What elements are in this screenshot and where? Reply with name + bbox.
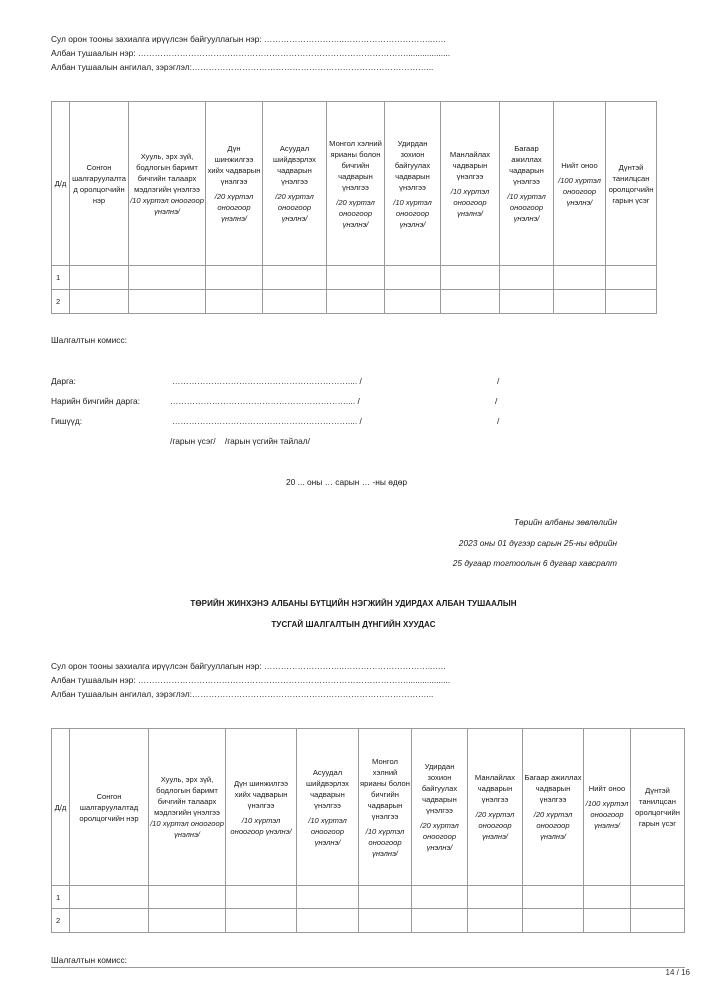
info-org-name: Сул орон тооны захиалга ирүүлсэн байгууллагын нэр: ………………………..…………………………..…..: [51, 661, 446, 671]
page-number: 14 / 16: [665, 968, 690, 977]
page-title-line-2: ТУСГАЙ ШАЛГАЛТЫН ДҮНГИЙН ХУУДАС: [271, 620, 436, 629]
cell-input[interactable]: [149, 886, 226, 909]
header-cell-name: Сонгон шалгаруулалтад оролцогчийн нэр: [70, 729, 149, 886]
cell-input[interactable]: [606, 290, 657, 314]
cell-input[interactable]: [149, 909, 226, 933]
info-position-name: Албан тушаалын нэр: ……………………………………………………………………………………...................: [51, 675, 451, 685]
cell-input[interactable]: [359, 909, 412, 933]
cell-input[interactable]: [441, 290, 500, 314]
cell-input[interactable]: [385, 290, 441, 314]
slash-members: /: [497, 416, 500, 426]
appendix-line-2: 2023 оны 01 дүгээр сарын 25-ны өдрийн: [458, 538, 617, 548]
cell-input[interactable]: [70, 290, 129, 314]
cell-input[interactable]: [327, 290, 385, 314]
row-index: 2: [52, 909, 70, 933]
cell-input[interactable]: [500, 266, 554, 290]
signature-line-members: ……………………………………………………….... /: [172, 416, 362, 426]
cell-input[interactable]: [206, 266, 263, 290]
role-secretary: Нарийн бичгийн дарга:: [51, 396, 140, 406]
cell-input[interactable]: [226, 886, 297, 909]
appendix-line-1: Төрийн албаны зөвлөлийн: [513, 517, 617, 527]
header-cell-name: Сонгон шалгаруулалтад оролцогчийн нэр: [70, 102, 129, 266]
header-cell-leadership: Манлайлах чадварын үнэлгээ /10 хүртэл оноогоор үнэлнэ/: [441, 102, 500, 266]
date-line: 20 ... оны … сарын … -ны өдөр: [286, 477, 408, 487]
cell-input[interactable]: [70, 886, 149, 909]
commission-heading: Шалгалтын комисс:: [51, 335, 127, 345]
page-title-line-1: ТӨРИЙН ЖИНХЭНЭ АЛБАНЫ БҮТЦИЙН НЭГЖИЙН УДИРДАХ АЛБАН ТУШААЛЫН: [190, 599, 517, 608]
role-chair: Дарга:: [51, 376, 76, 386]
cell-input[interactable]: [500, 290, 554, 314]
signature-caption: /гарын үсэг/ /гарын үсгийн тайлал/: [170, 436, 310, 446]
table-header-row: [52, 102, 657, 266]
cell-input[interactable]: [263, 290, 327, 314]
info-position-name: Албан тушаалын нэр: ……………………………………………………………………………………...................: [51, 48, 451, 58]
info-position-class: Албан тушаалын ангилал, зэрэглэл:…………………………………………………………………………...: [51, 689, 434, 699]
slash-secretary: /: [495, 396, 498, 406]
header-cell-language: Монгол хэлний ярианы болон бичгийн чадварын үнэлгээ /20 хүртэл оноогоор үнэлнэ/: [327, 102, 385, 266]
footer-divider: [51, 967, 685, 968]
cell-input[interactable]: [631, 909, 685, 933]
cell-input[interactable]: [297, 909, 359, 933]
commission-heading-2: Шалгалтын комисс:: [51, 955, 127, 965]
cell-input[interactable]: [129, 266, 206, 290]
header-cell-law: Хууль, эрх зүй, бодлогын баримт бичгийн талаарх мэдлэгийн үнэлгээ /10 хүртэл оноогоор үнэлнэ/: [149, 729, 226, 886]
cell-input[interactable]: [523, 886, 584, 909]
header-cell-teamwork: Багаар ажиллах чадварын үнэлгээ /10 хүртэл оноогоор үнэлнэ/: [500, 102, 554, 266]
cell-input[interactable]: [206, 290, 263, 314]
cell-input[interactable]: [631, 886, 685, 909]
header-cell-signature: Дүнтэй танилцсан оролцогчийн гарын үсэг: [631, 729, 685, 886]
cell-input[interactable]: [129, 290, 206, 314]
info-org-name: Сул орон тооны захиалга ирүүлсэн байгууллагын нэр: ………………………..…………………………..…..: [51, 34, 446, 44]
cell-input[interactable]: [468, 886, 523, 909]
cell-input[interactable]: [70, 266, 129, 290]
cell-input[interactable]: [584, 886, 631, 909]
signature-line-chair: ……………………………………………………….... /: [172, 376, 362, 386]
info-position-class: Албан тушаалын ангилал, зэрэглэл:…………………………………………………………………………...: [51, 62, 434, 72]
cell-input[interactable]: [412, 909, 468, 933]
table-row: [52, 886, 685, 909]
score-table-2: [51, 728, 685, 933]
header-cell-law: Хууль, эрх зүй, бодлогын баримт бичгийн талаарх мэдлэгийн үнэлгээ /10 хүртэл оноогоор үнэлнэ/: [129, 102, 206, 266]
row-index: 2: [52, 290, 70, 314]
cell-input[interactable]: [263, 266, 327, 290]
header-cell-total: Нийт оноо /100 хүртэл оноогоор үнэлнэ/: [554, 102, 606, 266]
header-cell-total: Нийт оноо /100 хүртэл оноогоор үнэлнэ/: [584, 729, 631, 886]
header-cell-organizing: Удирдан зохион байгуулах чадварын үнэлгээ /10 хүртэл оноогоор үнэлнэ/: [385, 102, 441, 266]
cell-input[interactable]: [468, 909, 523, 933]
table-row: [52, 290, 657, 314]
appendix-line-3: 25 дугаар тогтоолын 6 дугаар хавсралт: [452, 558, 617, 568]
header-cell-index: Д/д: [52, 102, 70, 266]
table-row: [52, 266, 657, 290]
header-cell-organizing: Удирдан зохион байгуулах чадварын үнэлгээ /20 хүртэл оноогоор үнэлнэ/: [412, 729, 468, 886]
cell-input[interactable]: [554, 266, 606, 290]
row-index: 1: [52, 266, 70, 290]
cell-input[interactable]: [412, 886, 468, 909]
header-cell-analysis: Дүн шинжилгээ хийх чадварын үнэлгээ /10 хүртэл оноогоор үнэлнэ/: [226, 729, 297, 886]
cell-input[interactable]: [606, 266, 657, 290]
score-table-1: [51, 101, 657, 314]
header-cell-problem-solving: Асуудал шийдвэрлэх чадварын үнэлгээ /20 хүртэл оноогоор үнэлнэ/: [263, 102, 327, 266]
signature-line-secretary: ……………………………………………………….... /: [170, 396, 360, 406]
header-cell-analysis: Дүн шинжилгээ хийх чадварын үнэлгээ /20 хүртэл оноогоор үнэлнэ/: [206, 102, 263, 266]
header-cell-language: Монгол хэлний ярианы болон бичгийн чадварын үнэлгээ /10 хүртэл оноогоор үнэлнэ/: [359, 729, 412, 886]
header-cell-teamwork: Багаар ажиллах чадварын үнэлгээ /20 хүртэл оноогоор үнэлнэ/: [523, 729, 584, 886]
table-row: [52, 909, 685, 933]
slash-chair: /: [497, 376, 500, 386]
cell-input[interactable]: [554, 290, 606, 314]
header-cell-problem-solving: Асуудал шийдвэрлэх чадварын үнэлгээ /10 хүртэл оноогоор үнэлнэ/: [297, 729, 359, 886]
cell-input[interactable]: [70, 909, 149, 933]
role-members: Гишүүд:: [51, 416, 83, 426]
cell-input[interactable]: [226, 909, 297, 933]
header-cell-index: Д/д: [52, 729, 70, 886]
cell-input[interactable]: [359, 886, 412, 909]
table-header-row: [52, 729, 685, 886]
cell-input[interactable]: [385, 266, 441, 290]
cell-input[interactable]: [523, 909, 584, 933]
cell-input[interactable]: [584, 909, 631, 933]
row-index: 1: [52, 886, 70, 909]
cell-input[interactable]: [441, 266, 500, 290]
cell-input[interactable]: [327, 266, 385, 290]
header-cell-signature: Дүнтэй танилцсан оролцогчийн гарын үсэг: [606, 102, 657, 266]
cell-input[interactable]: [297, 886, 359, 909]
header-cell-leadership: Манлайлах чадварын үнэлгээ /20 хүртэл оноогоор үнэлнэ/: [468, 729, 523, 886]
